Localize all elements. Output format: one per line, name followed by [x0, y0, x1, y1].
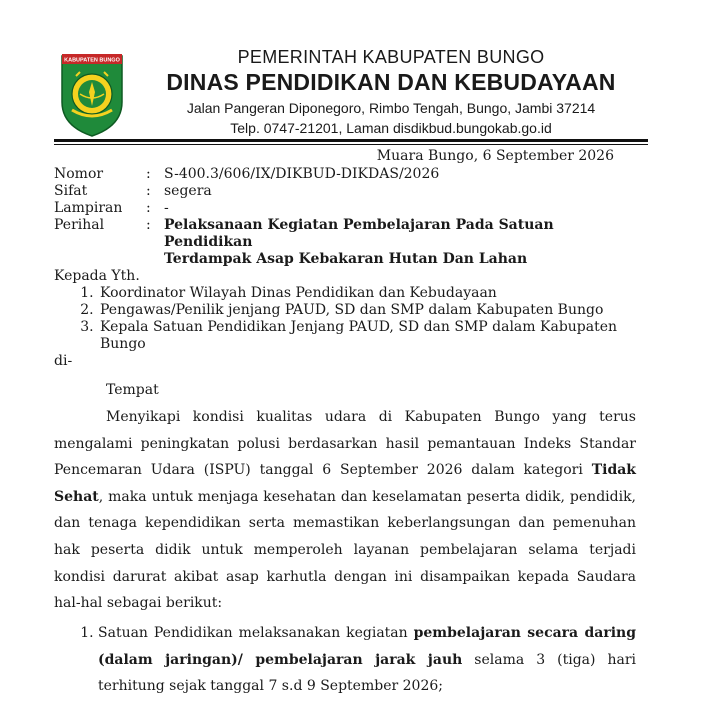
meta-value: segera [164, 183, 212, 199]
letter-date: Muara Bungo, 6 September 2026 [376, 148, 614, 164]
list-item: 1. Koordinator Wilayah Dinas Pendidikan dan Kebudayaan [98, 285, 654, 302]
meta-key: Perihal [54, 217, 105, 233]
paragraph-text: Menyikapi kondisi kualitas udara di Kabupaten Bungo yang terus mengalami peningkatan polusi berdasarkan hasil pemantauan Indeks Standar Pencemaran Udara (ISPU) tanggal 6 September 2026 dalam kategori Tidak Sehat, maka untuk menjaga kesehatan dan keselamatan peserta didik, pendidik, dan tenaga kependidikan serta memastikan keberlangsungan dan pemenuhan hak peserta didik untuk memperoleh layanan pembelajaran selama terjadi kondisi darurat akibat asap karhutla dengan ini disampaikan kepada Saudara hal-hal sebagai berikut: [54, 409, 636, 612]
meta-colon: : [146, 217, 151, 233]
point-emphasis: pembelajaran secara daring (dalam jaringan)/ pembelajaran jarak jauh [98, 625, 636, 668]
meta-row-lampiran [54, 200, 634, 217]
addressee-tempat: Tempat [106, 382, 159, 398]
meta-value: S-400.3/606/IX/DIKBUD-DIKDAS/2026 [164, 166, 440, 182]
paragraph-emphasis: Tidak Sehat [54, 462, 636, 505]
meta-colon: : [146, 200, 151, 216]
meta-key: Sifat [54, 183, 88, 199]
letterhead-government: PEMERINTAH KABUPATEN BUNGO [237, 47, 545, 67]
meta-row-sifat [54, 183, 634, 200]
letterhead-rule-thick [54, 139, 648, 142]
meta-key [54, 251, 146, 268]
kabupaten-bungo-logo [58, 50, 126, 138]
meta-colon: : [146, 183, 151, 199]
meta-value: - [164, 200, 169, 216]
letterhead-rule-thin [54, 144, 648, 145]
meta-row-perihal-cont [54, 251, 634, 268]
meta-value-subject: Pelaksanaan Kegiatan Pembelajaran Pada Satuan Pendidikan [164, 217, 554, 250]
addressee-greeting: Kepada Yth. [54, 268, 140, 284]
meta-row-perihal [54, 217, 634, 251]
meta-key: Nomor [54, 166, 104, 182]
body-paragraph [54, 404, 636, 617]
letterhead-address: Jalan Pangeran Diponegoro, Rimbo Tengah, Bungo, Jambi 37214 [186, 100, 596, 116]
instruction-ordered-list [54, 620, 636, 700]
meta-colon: : [146, 166, 151, 182]
addressee-block [54, 268, 654, 370]
meta-key: Lampiran [54, 200, 123, 216]
meta-colon [146, 251, 164, 268]
meta-row-nomor [54, 166, 634, 183]
letter-meta [54, 166, 634, 268]
letterhead-agency: DINAS PENDIDIKAN DAN KEBUDAYAAN [166, 69, 616, 95]
letterhead [136, 46, 646, 138]
addressee-list [54, 285, 654, 353]
addressee-di: di- [54, 353, 73, 369]
meta-value-subject: Terdampak Asap Kebakaran Hutan Dan Lahan [164, 251, 528, 267]
list-item: 1. Satuan Pendidikan melaksanakan kegiatan pembelajaran secara daring (dalam jaringan)/ pembelajaran jarak jauh selama 3 (tiga) hari terhitung sejak tanggal 7 s.d 9 September 2026; [98, 620, 636, 700]
logo-ribbon-text: KABUPATEN BUNGO [64, 57, 120, 64]
list-item: 2. Pengawas/Penilik jenjang PAUD, SD dan SMP dalam Kabupaten Bungo [98, 302, 654, 319]
letterhead-contact: Telp. 0747-21201, Laman disdikbud.bungokab.go.id [230, 120, 552, 136]
list-item: 3. Kepala Satuan Pendidikan Jenjang PAUD, SD dan SMP dalam Kabupaten Bungo [98, 319, 654, 353]
instruction-list [54, 620, 636, 700]
